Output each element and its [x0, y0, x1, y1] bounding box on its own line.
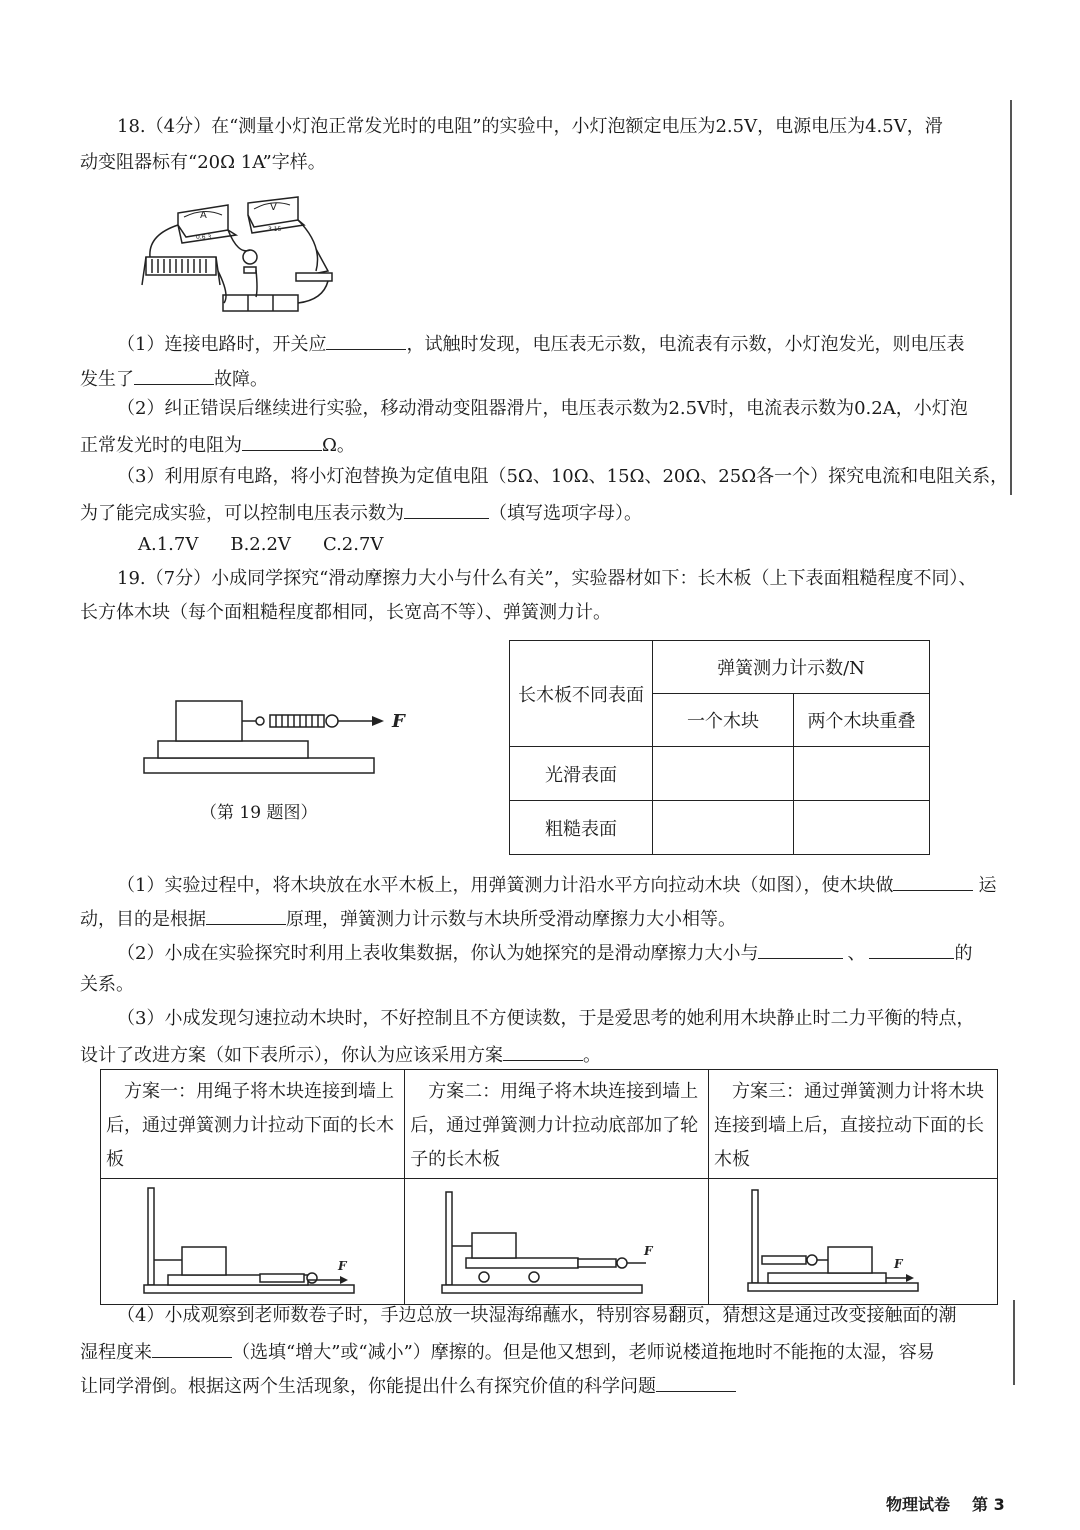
q19-p2-c: 的: [954, 943, 973, 964]
q18-blank-switch[interactable]: [326, 331, 406, 350]
q19-blank-question[interactable]: [656, 1373, 736, 1392]
q18-part1-line2: [80, 366, 268, 391]
q18-blank-voltage[interactable]: [404, 500, 489, 519]
scheme-2-figure: [406, 1180, 706, 1298]
q19-p2-b: 、: [847, 943, 866, 964]
q18-p1-c: 发生了: [80, 369, 134, 390]
q18-blank-fault[interactable]: [134, 366, 214, 385]
voltmeter-label: V: [270, 202, 277, 213]
table-row-rough: 粗糙表面: [510, 801, 653, 855]
q19-p3-c: 。: [583, 1045, 601, 1066]
q18-circuit-figure: [138, 185, 338, 320]
scheme-1-force-label: F: [338, 1259, 347, 1273]
q18-p1-a: （1）连接电路时，开关应: [117, 334, 327, 355]
table-cell-smooth-two[interactable]: [794, 747, 930, 801]
q19-p4-c: （选填“增大”或“减小”）摩擦的。但是他又想到，老师说楼道拖地时不能拖的太湿，容易: [232, 1342, 935, 1363]
scheme-2-force-label: F: [644, 1244, 653, 1258]
scheme-3-figure-cell: [709, 1179, 998, 1305]
q19-figure-caption: （第 19 题图）: [200, 803, 318, 823]
q18-p1-b: ，试触时发现，电压表无示数，电流表有示数，小灯泡发光，则电压表: [406, 334, 965, 355]
q19-p1-c: 动，目的是根据: [80, 909, 206, 930]
q19-blank-factor1[interactable]: [758, 940, 843, 959]
q19-blank-increase-decrease[interactable]: [152, 1339, 232, 1358]
scheme-1-figure-cell: [101, 1179, 405, 1305]
table-row-smooth: 光滑表面: [510, 747, 653, 801]
q18-p3-c: （填写选项字母）。: [489, 503, 642, 524]
footer-page: 第 3: [972, 1495, 1005, 1514]
table-header-one-block: 一个木块: [653, 694, 794, 747]
q18-p2-b: 正常发光时的电阻为: [80, 435, 242, 456]
scheme-1-figure: [102, 1180, 402, 1298]
q19-scheme-table: [100, 1069, 998, 1305]
q19-part1-line1: [117, 872, 996, 897]
q19-part2-line2: 关系。: [80, 974, 134, 995]
q19-part3-line1: （3）小成发现匀速拉动木块时，不好控制且不方便读数，于是爱思考的她利用木块静止时二力平衡的特点，: [117, 1008, 975, 1029]
q19-stem-line2: 长方体木块（每个面粗糙程度都相同，长宽高不等）、弹簧测力计。: [80, 602, 611, 623]
scheme-2-figure-cell: [405, 1179, 709, 1305]
q19-blank-factor2[interactable]: [869, 940, 954, 959]
q19-p1-b: 运: [978, 875, 997, 896]
q19-force-label: F: [392, 711, 405, 732]
q18-stem-line2: 动变阻器标有“20Ω 1A”字样。: [80, 152, 326, 173]
scheme-2-text: 方案二：用绳子将木块连接到墙上后，通过弹簧测力计拉动底部加了轮子的长木板: [410, 1081, 699, 1170]
margin-line-top: [1010, 100, 1012, 495]
q18-p3-b: 为了能完成实验，可以控制电压表示数为: [80, 503, 404, 524]
scheme-2-text-cell: [405, 1070, 709, 1179]
q18-part2-line1: （2）纠正错误后继续进行实验，移动滑动变阻器滑片，电压表示数为2.5V时，电流表示数为0.2A，小灯泡: [117, 398, 968, 419]
q18-p1-d: 故障。: [214, 369, 268, 390]
table-header-two-blocks: 两个木块重叠: [794, 694, 930, 747]
q19-blank-principle[interactable]: [206, 906, 286, 925]
ammeter-scale: 0.6 3: [196, 234, 212, 241]
table-cell-rough-two[interactable]: [794, 801, 930, 855]
q19-stem-line1: 19.（7分）小成同学探究“滑动摩擦力大小与什么有关”，实验器材如下：长木板（上下表面粗糙程度不同）、: [117, 568, 977, 589]
table-cell-smooth-one[interactable]: [653, 747, 794, 801]
q19-part1-line2: [80, 906, 736, 931]
q18-part3-line2: [80, 500, 642, 525]
q18-blank-resistance[interactable]: [242, 432, 322, 451]
footer-subject: 物理试卷: [886, 1495, 951, 1514]
q18-p2-c: Ω。: [322, 435, 355, 456]
q19-blank-motion[interactable]: [893, 872, 973, 891]
q19-blank-scheme[interactable]: [503, 1042, 583, 1061]
q18-part2-line2: [80, 432, 355, 457]
q19-part2-line1: [117, 940, 972, 965]
margin-line-bottom: [1013, 1300, 1015, 1385]
q18-part3-line1: （3）利用原有电路，将小灯泡替换为定值电阻（5Ω、10Ω、15Ω、20Ω、25Ω各一个）探究电流和电阻关系，: [117, 466, 1009, 487]
q19-part4-line1: （4）小成观察到老师数卷子时，手边总放一块湿海绵蘸水，特别容易翻页，猜想这是通过改变接触面的潮: [117, 1305, 957, 1326]
scheme-3-force-label: F: [894, 1257, 903, 1271]
q19-p1-d: 原理，弹簧测力计示数与木块所受滑动摩擦力大小相等。: [286, 909, 736, 930]
voltmeter-scale: 3 15: [268, 226, 282, 233]
scheme-1-text: 方案一：用绳子将木块连接到墙上后，通过弹簧测力计拉动下面的长木板: [106, 1081, 394, 1170]
q19-data-table: [509, 640, 930, 855]
table-header-surface: 长木板不同表面: [510, 641, 653, 747]
q19-part3-line2: [80, 1042, 601, 1067]
q19-p1-a: （1）实验过程中，将木块放在水平木板上，用弹簧测力计沿水平方向拉动木块（如图），使木块做: [117, 875, 894, 896]
q19-part4-line3: [80, 1373, 736, 1398]
ammeter-label: A: [200, 210, 207, 221]
q18-part1-line1: [117, 331, 964, 356]
q19-p4-d: 让同学滑倒。根据这两个生活现象，你能提出什么有探究价值的科学问题: [80, 1376, 656, 1397]
q18-option-a: A.1.7V: [138, 534, 199, 555]
q19-p2-a: （2）小成在实验探究时利用上表收集数据，你认为她探究的是滑动摩擦力大小与: [117, 943, 759, 964]
scheme-3-text: 方案三：通过弹簧测力计将木块连接到墙上后，直接拉动下面的长木板: [714, 1081, 984, 1170]
q19-p3-b: 设计了改进方案（如下表所示），你认为应该采用方案: [80, 1045, 503, 1066]
q19-p4-b: 湿程度来: [80, 1342, 152, 1363]
page-footer: [886, 1492, 1005, 1515]
q18-stem-line1: 18.（4分）在“测量小灯泡正常发光时的电阻”的实验中，小灯泡额定电压为2.5V，电源电压为4.5V，滑: [117, 116, 943, 137]
q19-setup-figure: [140, 695, 430, 780]
q18-options: [138, 534, 383, 556]
q18-option-c: C.2.7V: [322, 534, 384, 555]
scheme-3-text-cell: [709, 1070, 998, 1179]
scheme-3-figure: [710, 1180, 996, 1298]
table-cell-rough-one[interactable]: [653, 801, 794, 855]
scheme-1-text-cell: [101, 1070, 405, 1179]
q18-option-b: B.2.2V: [230, 534, 291, 555]
q19-part4-line2: [80, 1339, 935, 1364]
table-header-reading: 弹簧测力计示数/N: [653, 641, 930, 694]
